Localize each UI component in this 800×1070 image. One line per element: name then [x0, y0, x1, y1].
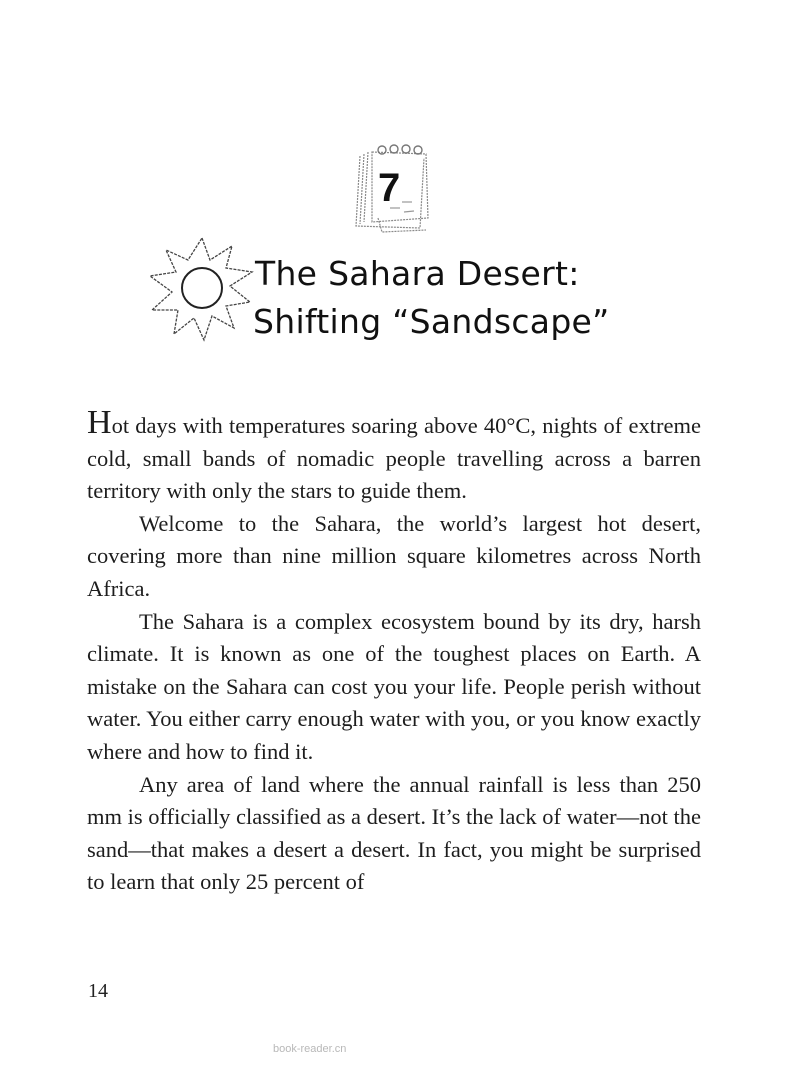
sun-icon [140, 228, 262, 350]
page-number: 14 [88, 980, 108, 1002]
chapter-title-line1: The Sahara Desert: [255, 254, 580, 293]
paragraph: Welcome to the Sahara, the world’s largest hot desert, covering more than nine million square kilometres across North Africa. [87, 510, 701, 601]
paragraph: The Sahara is a complex ecosystem bound by its dry, harsh climate. It is known as one of the toughest places on Earth. A mistake on the Sahara can cost you your life. People perish without water. You either carry enough water with you, or you know exactly where and how to find it. [87, 608, 701, 764]
drop-cap: H [87, 404, 112, 441]
chapter-title-line2: Shifting “Sandscape” [253, 302, 610, 341]
paragraph: Any area of land where the annual rainfall is less than 250 mm is officially classified as a desert. It’s the lack of water—not the sand—that makes a desert a desert. In fact, you might be surprised to learn that only 25 percent of [87, 771, 701, 895]
chapter-title [255, 250, 610, 346]
chapter-number: 7 [378, 166, 401, 210]
chapter-body [87, 406, 701, 899]
watermark: book-reader.cn [273, 1043, 347, 1055]
paragraph: Hot days with temperatures soaring above 40°C, nights of extreme cold, small bands of nomadic people travelling across a barren territory with only the stars to guide them. [87, 404, 701, 504]
